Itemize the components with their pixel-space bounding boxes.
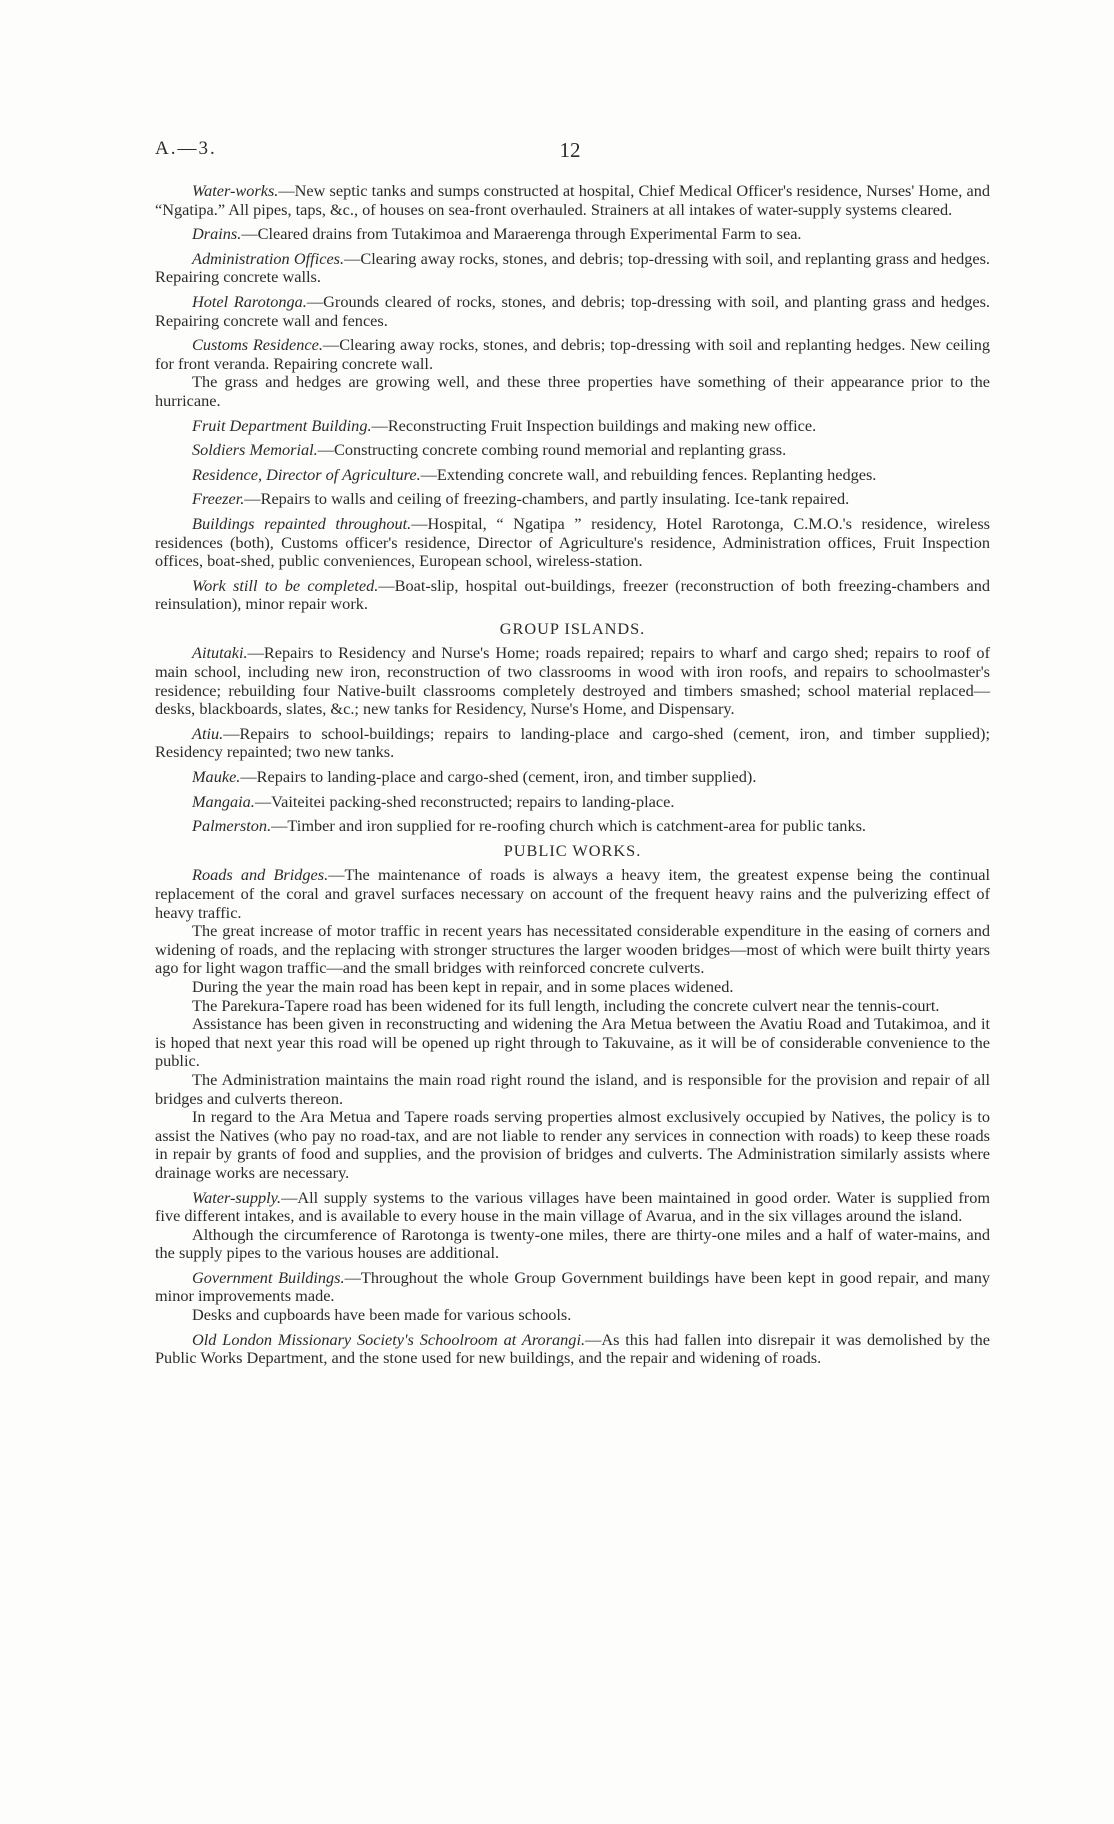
paragraph-text: —Extending concrete wall, and rebuilding fences. Replanting hedges. xyxy=(420,464,877,484)
section-heading: PUBLIC WORKS. xyxy=(503,840,642,860)
paragraph-text: In regard to the Ara Metua and Tapere roads serving properties almost exclusively occupied by Natives, the policy is to assist the Natives (who pay no road-tax, and are not liable to render any services in connection with roads) to keep these roads in repair by grants of food and supplies, and the provision of bridges and culverts. The Administration similarly assists where drainage works are necessary. xyxy=(155,1107,990,1182)
paragraph xyxy=(155,1071,990,1108)
paragraph-lead: Fruit Department Building. xyxy=(192,415,372,435)
paragraph-text: —Boat-slip, hospital out-buildings, freezer (reconstruction of both freezing-chambers and reinsulation), minor repair work. xyxy=(155,575,990,614)
paragraph-lead: Residence, Director of Agriculture. xyxy=(192,464,421,484)
paragraph-lead: Mauke. xyxy=(192,767,241,787)
paragraph xyxy=(155,293,990,330)
paragraph xyxy=(155,1108,990,1182)
paragraph-text: The grass and hedges are growing well, and these three properties have something of their appearance prior to the hurricane. xyxy=(155,372,990,410)
paragraph-lead: Water-supply. xyxy=(192,1187,282,1207)
paragraph-text: —Repairs to school-buildings; repairs to landing-place and cargo-shed (cement, iron, and timber supplied); Residency repainted; two new tanks. xyxy=(155,723,990,762)
paragraph-lead: Old London Missionary Society's Schoolroom at Arorangi. xyxy=(192,1329,586,1349)
paragraph-text: —Constructing concrete combing round memorial and replanting grass. xyxy=(317,440,787,460)
paragraph-lead: Soldiers Memorial. xyxy=(192,440,318,460)
paragraph xyxy=(155,417,990,436)
paragraph xyxy=(155,515,990,571)
paragraph-text: —All supply systems to the various villages have been maintained in good order. Water is supplied from five different intakes, and is available to every house in the main village of Avarua, and in the six villages around the island. xyxy=(155,1187,990,1226)
paragraph-text: Desks and cupboards have been made for various schools. xyxy=(192,1305,572,1325)
page-header xyxy=(155,138,985,164)
paragraph xyxy=(155,1189,990,1226)
paragraph xyxy=(155,336,990,373)
paragraph xyxy=(155,182,990,219)
paragraph-text: During the year the main road has been kept in repair, and in some places widened. xyxy=(192,976,734,996)
paragraph-lead: Buildings repainted throughout. xyxy=(192,513,412,533)
paragraph-lead: Water-works. xyxy=(192,181,279,200)
document-body xyxy=(155,182,990,1374)
paragraph-lead: Drains. xyxy=(192,224,242,244)
paragraph-text: Assistance has been given in reconstructing and widening the Ara Metua between the Avatiu Road and Tutakimoa, and it is hoped that next year this road will be opened up right through to Takuvaine, as it will be of considerable convenience to the public. xyxy=(155,1014,990,1071)
paragraph xyxy=(155,441,990,460)
paragraph xyxy=(155,922,990,978)
paragraph-text: —As this had fallen into disrepair it was demolished by the Public Works Department, and the stone used for new buildings, and the repair and widening of roads. xyxy=(155,1329,990,1368)
paragraph xyxy=(155,997,990,1016)
paragraph-text: Although the circumference of Rarotonga is twenty-one miles, there are thirty-one miles and a half of water-mains, and the supply pipes to the various houses are additional. xyxy=(155,1224,990,1263)
paragraph-lead: Hotel Rarotonga. xyxy=(192,291,307,311)
paragraph-text: The Administration maintains the main road right round the island, and is responsible for the provision and repair of all bridges and culverts thereon. xyxy=(155,1069,990,1108)
paragraph xyxy=(155,793,990,812)
paragraph xyxy=(155,1226,990,1263)
paragraph-lead: Palmerston. xyxy=(192,816,272,836)
paragraph xyxy=(155,373,990,410)
document-reference: A.—3. xyxy=(155,138,217,159)
paragraph-lead: Roads and Bridges. xyxy=(192,865,329,885)
paragraph-text: —Cleared drains from Tutakimoa and Maraerenga through Experimental Farm to sea. xyxy=(241,224,802,244)
paragraph-text: —Repairs to Residency and Nurse's Home; roads repaired; repairs to wharf and cargo shed; repairs to roof of main school, including new iron, reconstruction of two classrooms in wood with iron roofs, and repairs to schoolmaster's residence; rebuilding four Native-built classrooms completely destroyed and timbers smashed; school material replaced—desks, blackboards, slates, &c.; new tanks for Residency, Nurse's Home, and Dispensary. xyxy=(155,643,990,719)
paragraph xyxy=(155,817,990,836)
paragraph xyxy=(155,725,990,762)
paragraph xyxy=(155,490,990,509)
intro-section xyxy=(155,182,990,614)
paragraph xyxy=(155,978,990,997)
paragraph-lead: Mangaia. xyxy=(192,791,255,811)
section-heading: GROUP ISLANDS. xyxy=(499,618,646,638)
paragraph xyxy=(155,768,990,787)
paragraph-text: —Timber and iron supplied for re-roofing church which is catchment-area for public tanks. xyxy=(271,816,866,836)
paragraph-lead: Customs Residence. xyxy=(192,335,323,355)
paragraph-text: —Throughout the whole Group Government buildings have been kept in good repair, and many minor improvements made. xyxy=(155,1267,990,1306)
paragraph-text: —New septic tanks and sumps constructed at hospital, Chief Medical Officer's residence, Nurses' Home, and “Ngatipa.” All pipes, taps, &c., of houses on sea-front overhauled. Strainers at all intakes of water-supply systems cleared. xyxy=(155,181,990,219)
paragraph-text: —Hospital, “ Ngatipa ” residency, Hotel Rarotonga, C.M.O.'s residence, wireless residences (both), Customs officer's residence, Director of Agriculture's residence, Administration offices, Fruit Inspection offices, boat-shed, public conveniences, European school, wireless-station. xyxy=(155,513,990,571)
paragraph-text: —Reconstructing Fruit Inspection buildings and making new office. xyxy=(371,415,817,435)
paragraph-lead: Atiu. xyxy=(192,723,224,743)
paragraph xyxy=(155,1306,990,1325)
paragraph-text: —Vaiteitei packing-shed reconstructed; repairs to landing-place. xyxy=(254,791,675,811)
paragraph xyxy=(155,644,990,718)
paragraph-text: —Clearing away rocks, stones, and debris; top-dressing with soil and replanting hedges. New ceiling for front veranda. Repairing concrete wall. xyxy=(155,335,990,373)
paragraph xyxy=(155,225,990,244)
paragraph xyxy=(155,1331,990,1368)
paragraph xyxy=(155,866,990,922)
paragraph-text: —Grounds cleared of rocks, stones, and debris; top-dressing with soil, and planting grass and hedges. Repairing concrete wall and fences. xyxy=(155,291,990,330)
paragraph xyxy=(155,577,990,614)
paragraph-text: The great increase of motor traffic in recent years has necessitated considerable expenditure in the easing of corners and widening of roads, and the replacing with stronger structures the larger wooden bridges—most of which were built thirty years ago for light wagon traffic—and the small bridges with reinforced concrete culverts. xyxy=(155,921,990,978)
paragraph xyxy=(155,466,990,485)
public-works-section xyxy=(155,842,990,1368)
paragraph-text: —Repairs to walls and ceiling of freezing-chambers, and partly insulating. Ice-tank repaired. xyxy=(244,489,850,509)
group-islands-section xyxy=(155,620,990,836)
paragraph-lead: Work still to be completed. xyxy=(192,575,379,595)
paragraph xyxy=(155,250,990,287)
paragraph-text: —Repairs to landing-place and cargo-shed (cement, iron, and timber supplied). xyxy=(240,767,757,787)
page-number: 12 xyxy=(559,138,581,162)
paragraph xyxy=(155,1015,990,1071)
paragraph-lead: Administration Offices. xyxy=(192,248,345,268)
paragraph xyxy=(155,1269,990,1306)
paragraph-lead: Aitutaki. xyxy=(192,643,248,663)
paragraph-text: —Clearing away rocks, stones, and debris; top-dressing with soil, and replanting grass and hedges. Repairing concrete walls. xyxy=(155,248,990,287)
paragraph-text: —The maintenance of roads is always a heavy item, the greatest expense being the continual replacement of the coral and gravel surfaces necessary on account of the frequent heavy rains and the pulverizing effect of heavy traffic. xyxy=(155,865,991,922)
paragraph-text: The Parekura-Tapere road has been widened for its full length, including the concrete culvert near the tennis-court. xyxy=(192,995,940,1015)
paragraph-lead: Government Buildings. xyxy=(192,1267,345,1287)
paragraph-lead: Freezer. xyxy=(192,489,245,509)
